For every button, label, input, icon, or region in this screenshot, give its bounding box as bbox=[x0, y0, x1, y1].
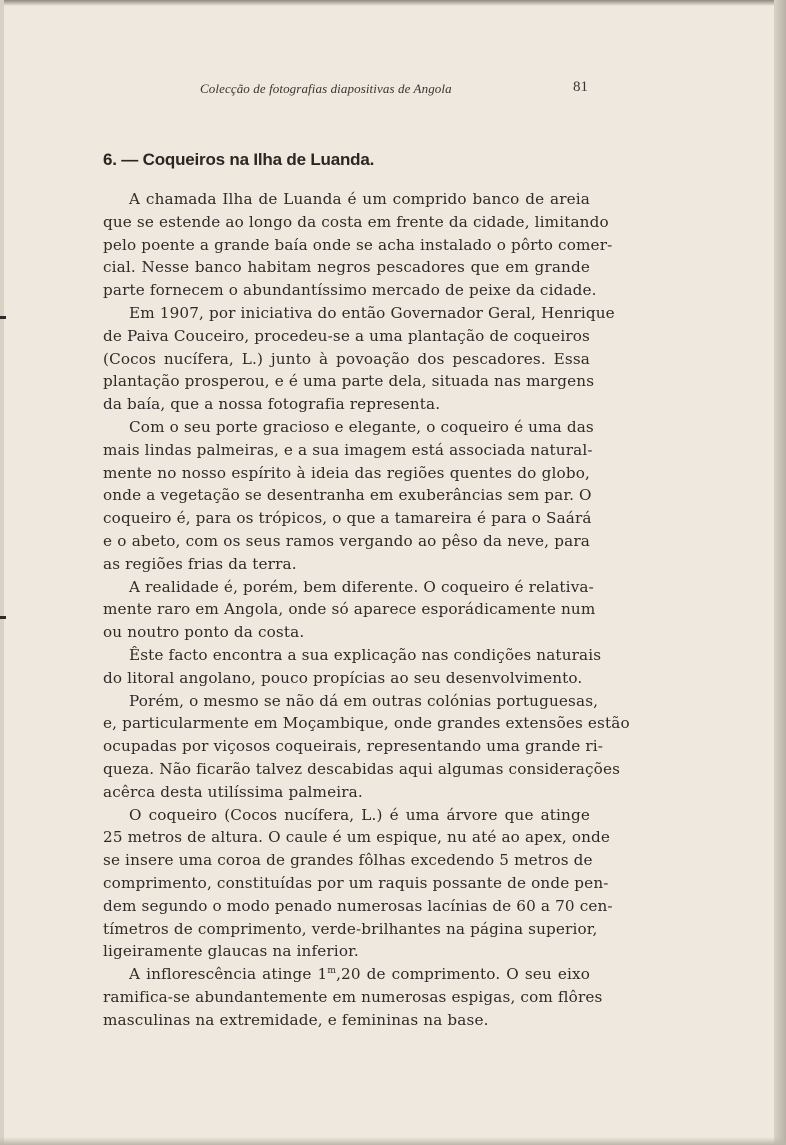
text-line: cial. Nesse banco habitam negros pescadores que em grande bbox=[103, 258, 590, 277]
text-line: pelo poente a grande baía onde se acha instalado o pôrto comer- bbox=[103, 235, 613, 254]
text-line: mais lindas palmeiras, e a sua imagem está associada natural- bbox=[103, 440, 593, 459]
text-line: e o abeto, com os seus ramos vergando ao pêso da neve, para bbox=[103, 531, 590, 550]
text-line: mente raro em Angola, onde só aparece esporádicamente num bbox=[103, 600, 596, 619]
text-line: masculinas na extremidade, e femininas na base. bbox=[103, 1010, 489, 1029]
text-line: da baía, que a nossa fotografia representa. bbox=[103, 395, 441, 414]
superscript-unit: m bbox=[327, 966, 337, 977]
text-line: as regiões frias da terra. bbox=[103, 554, 297, 573]
section-heading: 6. — Coqueiros na Ilha de Luanda. bbox=[103, 150, 375, 169]
running-head: Colecção de fotografias diapositivas de Angola bbox=[200, 81, 452, 96]
text-line: 25 metros de altura. O caule é um espique, nu até ao apex, onde bbox=[103, 828, 611, 847]
text-line-part: A inflorescência atinge 1 bbox=[129, 965, 328, 984]
text-line bbox=[103, 963, 590, 986]
text-line: e, particularmente em Moçambique, onde grandes extensões estão bbox=[103, 714, 630, 733]
text-line: coqueiro é, para os trópicos, o que a tamareira é para o Saárá bbox=[103, 509, 592, 528]
text-line: plantação prosperou, e é uma parte dela, situada nas margens bbox=[103, 372, 595, 391]
text-line: acêrca desta utilíssima palmeira. bbox=[103, 782, 363, 801]
body-text bbox=[103, 188, 630, 1031]
page-right-edge bbox=[774, 0, 786, 1145]
margin-tick-mark bbox=[0, 616, 6, 619]
text-line: Em 1907, por iniciativa do então Governador Geral, Henrique bbox=[129, 303, 615, 322]
text-line: comprimento, constituídas por um raquis possante de onde pen- bbox=[103, 873, 609, 892]
text-line: de Paiva Couceiro, procedeu-se a uma plantação de coqueiros bbox=[103, 326, 590, 345]
page-left-edge bbox=[0, 0, 4, 1145]
text-line: dem segundo o modo penado numerosas lacínias de 60 a 70 cen- bbox=[103, 896, 613, 915]
text-line: Com o seu porte gracioso e elegante, o coqueiro é uma das bbox=[129, 417, 594, 436]
text-line: queza. Não ficarão talvez descabidas aqui algumas considerações bbox=[103, 759, 621, 778]
text-line: ou noutro ponto da costa. bbox=[103, 623, 305, 642]
text-line: (Cocos nucífera, L.) junto à povoação dos pescadores. Essa bbox=[103, 349, 590, 368]
text-line: A realidade é, porém, bem diferente. O coqueiro é relativa- bbox=[129, 577, 594, 596]
text-line: parte fornecem o abundantíssimo mercado de peixe da cidade. bbox=[103, 281, 597, 300]
text-line: se insere uma coroa de grandes fôlhas excedendo 5 metros de bbox=[103, 851, 593, 870]
text-line: ligeiramente glaucas na inferior. bbox=[103, 942, 359, 961]
text-line: do litoral angolano, pouco propícias ao seu desenvolvimento. bbox=[103, 668, 583, 687]
page-top-shadow bbox=[0, 0, 786, 6]
text-line: onde a vegetação se desentranha em exuberâncias sem par. O bbox=[103, 486, 592, 505]
text-line: O coqueiro (Cocos nucífera, L.) é uma árvore que atinge bbox=[129, 805, 590, 824]
page-bottom-shadow bbox=[0, 1137, 786, 1145]
text-line-part: ,20 de comprimento. O seu eixo bbox=[336, 965, 590, 984]
text-line: A chamada Ilha de Luanda é um comprido banco de areia bbox=[129, 190, 590, 208]
text-line: que se estende ao longo da costa em frente da cidade, limitando bbox=[103, 212, 609, 231]
text-line: mente no nosso espírito à ideia das regiões quentes do globo, bbox=[103, 463, 590, 482]
text-line: tímetros de comprimento, verde-brilhantes na página superior, bbox=[103, 919, 598, 938]
text-line: Porém, o mesmo se não dá em outras colónias portuguesas, bbox=[129, 691, 599, 710]
text-line: ramifica-se abundantemente em numerosas espigas, com flôres bbox=[103, 987, 603, 1006]
page-number: 81 bbox=[573, 79, 588, 95]
text-line: ocupadas por viçosos coqueirais, representando uma grande ri- bbox=[103, 737, 604, 756]
margin-tick-mark bbox=[0, 316, 6, 319]
text-line: Êste facto encontra a sua explicação nas condições naturais bbox=[129, 645, 602, 664]
